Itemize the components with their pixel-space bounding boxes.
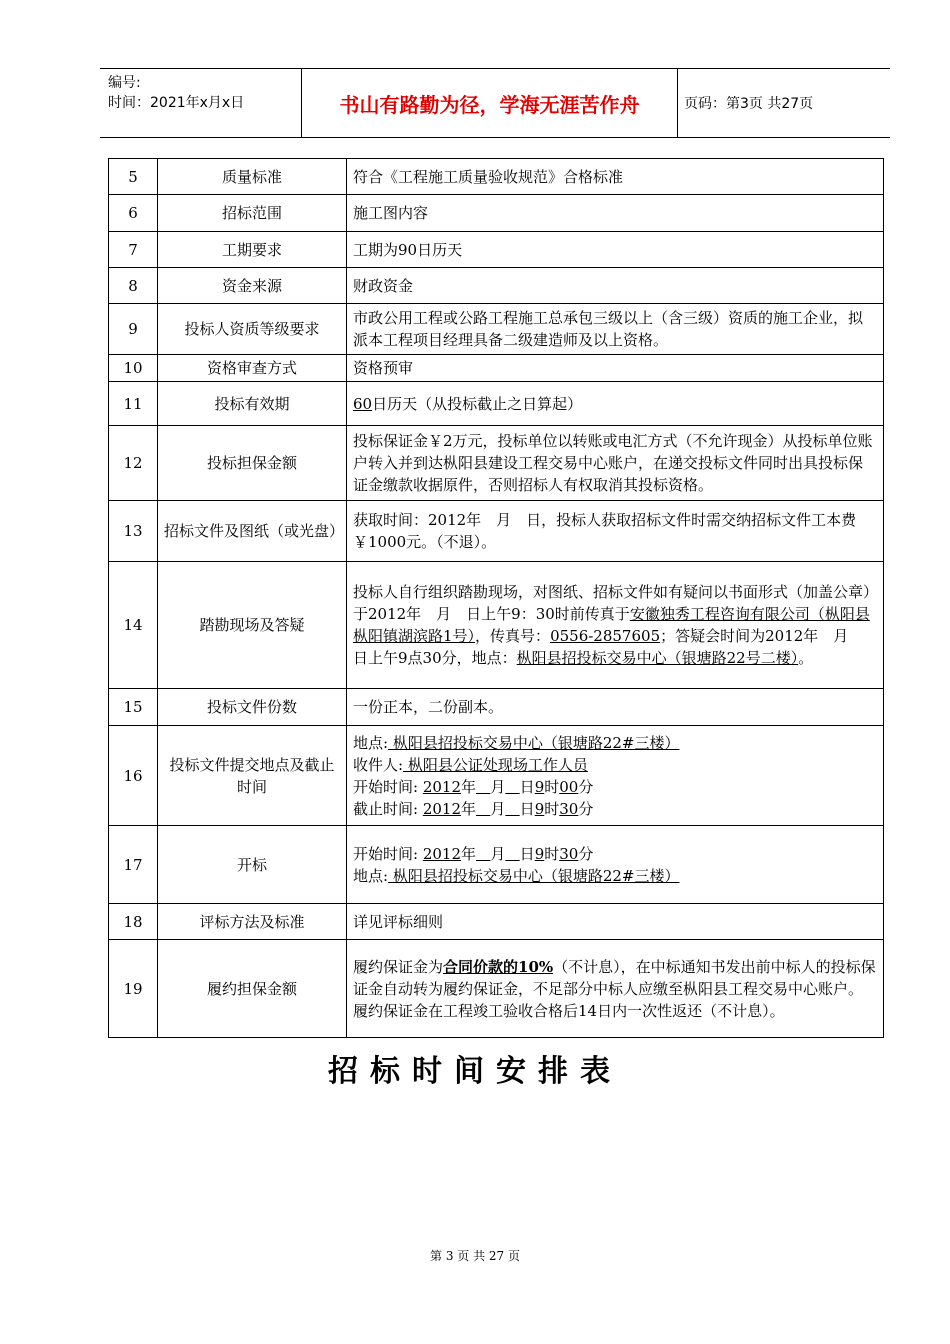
table-row: [109, 501, 884, 562]
submission-recipient: [353, 754, 877, 776]
row-content: [347, 726, 884, 826]
hour-value: 9: [534, 799, 545, 818]
minute-value: 30: [559, 799, 579, 818]
header-page-info: 页码：第3页 共27页: [684, 96, 814, 112]
row-item: 资格审查方式: [158, 355, 347, 382]
text-span: 截止时间:: [353, 799, 423, 818]
row-content: 市政公用工程或公路工程施工总承包三级以上（含三级）资质的施工企业，拟派本工程项目经理具备二级建造师及以上资格。: [347, 304, 884, 355]
year-value: 2012: [422, 799, 462, 818]
row-item: 踏勘现场及答疑: [158, 562, 347, 689]
row-number: 19: [109, 940, 158, 1038]
row-item: 投标文件份数: [158, 689, 347, 726]
row-content: [347, 826, 884, 904]
table-row: [109, 726, 884, 826]
table-row: [109, 689, 884, 726]
minute-value: 30: [559, 844, 579, 863]
row-content: 投标保证金￥2万元，投标单位以转账或电汇方式（不允许现金）从投标单位账户转入并到达枞阳县建设工程交易中心账户，在递交投标文件同时出具投标保证金缴款收据原件，否则招标人有权取消其投标资格。: [347, 426, 884, 501]
table-row: [109, 304, 884, 355]
row-content: 财政资金: [347, 268, 884, 304]
row-content: [347, 940, 884, 1038]
row-item: 招标文件及图纸（或光盘）: [158, 501, 347, 562]
row-number: 18: [109, 904, 158, 940]
row-item: 投标文件提交地点及截止时间: [158, 726, 347, 826]
row-content: [347, 382, 884, 426]
recipient-value: 枞阳县公证处现场工作人员: [403, 755, 588, 774]
agency-name: 安徽独秀工程咨询有限公司（枞阳县枞阳镇湖滨路1号）: [353, 605, 870, 645]
address-value: 枞阳县招投标交易中心（银塘路22#三楼）: [388, 866, 680, 885]
text-span: 地点:: [353, 733, 389, 752]
doc-time: 时间：2021年x月x日: [108, 95, 245, 111]
row-item: 工期要求: [158, 232, 347, 268]
submission-deadline: 截止时间: 2012年 月 日9时30分: [353, 799, 594, 818]
section-title: 招标时间安排表: [328, 1054, 622, 1089]
row-number: 8: [109, 268, 158, 304]
header-motto: 书山有路勤为径，学海无涯苦作舟: [301, 69, 678, 137]
row-content: [347, 562, 884, 689]
text-span: 地点:: [353, 866, 389, 885]
text-span: 。: [798, 649, 814, 667]
row-number: 11: [109, 382, 158, 426]
row-item: 资金来源: [158, 268, 347, 304]
row-item: 开标: [158, 826, 347, 904]
table-row: [109, 426, 884, 501]
row-item: 履约担保金额: [158, 940, 347, 1038]
table-row: [109, 268, 884, 304]
text-span: 收件人:: [353, 755, 404, 774]
hour-value: 9: [534, 777, 545, 796]
text-span: （不计息），在中标通知书发出前中标人的投标保证金自动转为履约保证金，不足部分中标人应缴至枞阳县工程交易中心账户。履约保证金在工程竣工验收合格后14日内一次性返还（不计息）。: [353, 957, 876, 1020]
row-content: 工期为90日历天: [347, 232, 884, 268]
address-value: 枞阳县招投标交易中心（银塘路22#三楼）: [388, 733, 680, 752]
text-span: ，传真号：: [475, 627, 551, 645]
table-row: [109, 382, 884, 426]
doc-number-label: 编号:: [108, 75, 141, 91]
fax-number: 0556-2857605: [550, 627, 661, 645]
row-number: 6: [109, 195, 158, 232]
table-row: [109, 195, 884, 232]
row-content: 符合《工程施工质量验收规范》合格标准: [347, 159, 884, 195]
row-content: 一份正本，二份副本。: [347, 689, 884, 726]
row-number: 15: [109, 689, 158, 726]
row-item: 招标范围: [158, 195, 347, 232]
hour-value: 9: [534, 844, 545, 863]
text-span: ；答疑会时间为2012年 月 日上午9点30分，地点：: [353, 627, 864, 667]
table-row: [109, 562, 884, 689]
qa-location: 枞阳县招投标交易中心（银塘路22号二楼）: [516, 649, 799, 667]
row-item: 投标有效期: [158, 382, 347, 426]
row-number: 14: [109, 562, 158, 689]
minute-value: 00: [559, 777, 579, 796]
row-content: 详见评标细则: [347, 904, 884, 940]
header-meta: [108, 73, 244, 113]
text-span: 投标人自行组织踏勘现场，对图纸、招标文件如有疑问以书面形式（加盖公章）于2012年 月 日上午9：30时前传真于: [353, 583, 871, 623]
row-number: 13: [109, 501, 158, 562]
row-number: 5: [109, 159, 158, 195]
year-value: 2012: [422, 844, 462, 863]
table-row: [109, 232, 884, 268]
page-footer: 第 3 页 共 27 页: [430, 1249, 520, 1263]
row-number: 17: [109, 826, 158, 904]
text-span: 开始时间:: [353, 844, 423, 863]
opening-start-time: 开始时间: 2012年 月 日9时30分: [353, 844, 594, 863]
row-number: 10: [109, 355, 158, 382]
validity-days: 60: [353, 394, 373, 413]
submission-address: [353, 732, 877, 754]
submission-start-time: 开始时间: 2012年 月 日9时00分: [353, 777, 594, 796]
row-content: 资格预审: [347, 355, 884, 382]
row-number: 7: [109, 232, 158, 268]
row-content: 施工图内容: [347, 195, 884, 232]
year-value: 2012: [422, 777, 462, 796]
bidding-info-table: [108, 158, 884, 1038]
row-number: 16: [109, 726, 158, 826]
text-span: 履约保证金为: [353, 957, 444, 976]
row-item: 质量标准: [158, 159, 347, 195]
row-number: 9: [109, 304, 158, 355]
table-row: [109, 355, 884, 382]
page-header: [100, 68, 890, 138]
validity-desc: 日历天（从投标截止之日算起）: [372, 394, 583, 413]
row-item: 投标担保金额: [158, 426, 347, 501]
row-number: 12: [109, 426, 158, 501]
text-span: 开始时间:: [353, 777, 423, 796]
table-row: [109, 159, 884, 195]
row-content: 获取时间：2012年 月 日，投标人获取招标文件时需交纳招标文件工本费￥1000元。（不退）。: [347, 501, 884, 562]
opening-address: [353, 865, 877, 887]
performance-rate: 合同价款的10%: [443, 957, 554, 976]
table-row: [109, 826, 884, 904]
row-item: 评标方法及标准: [158, 904, 347, 940]
table-row: [109, 940, 884, 1038]
row-item: 投标人资质等级要求: [158, 304, 347, 355]
table-row: [109, 904, 884, 940]
